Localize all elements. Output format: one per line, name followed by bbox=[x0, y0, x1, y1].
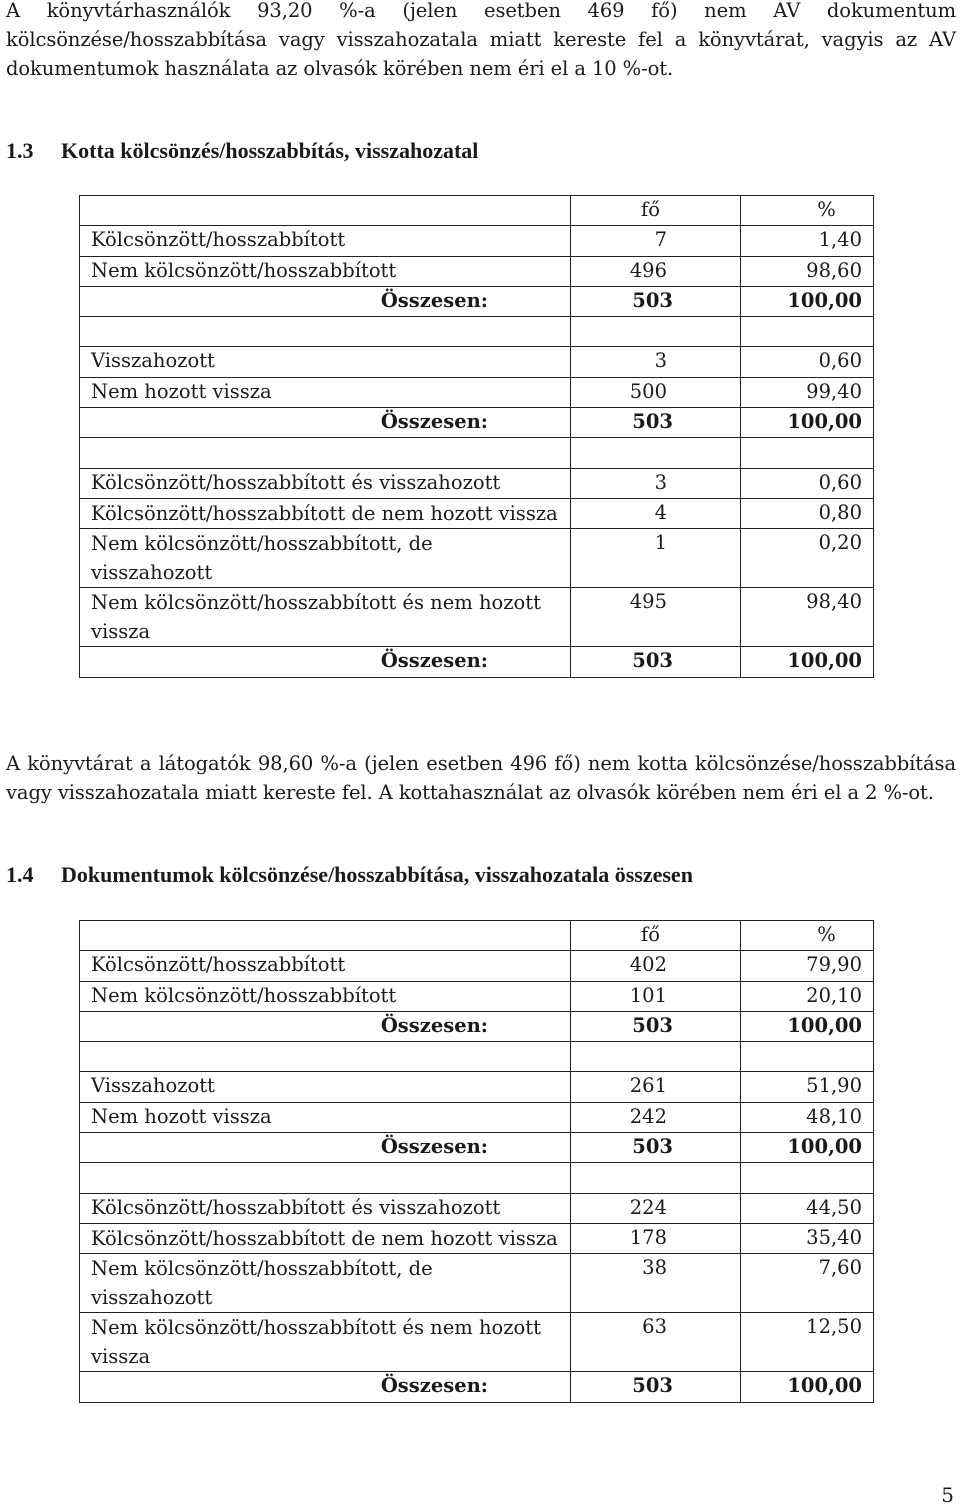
total-pct: 100,00 bbox=[741, 408, 874, 438]
intro-paragraph bbox=[6, 0, 956, 83]
total-row bbox=[80, 1011, 874, 1041]
total-label: Összesen: bbox=[80, 647, 571, 677]
total-pct: 100,00 bbox=[741, 1133, 874, 1163]
table-row bbox=[80, 256, 874, 286]
row-fo: 3 bbox=[571, 347, 741, 377]
row-fo: 7 bbox=[571, 226, 741, 256]
intro-line: dokumentumok használata az olvasók körében nem éri el a 10 %-ot. bbox=[6, 57, 674, 80]
row-pct: 1,40 bbox=[741, 226, 874, 256]
middle-line: A könyvtárat a látogatók 98,60 %-a (jelen esetben 496 fő) nem kotta kölcsönzése/hosszabbítása bbox=[6, 752, 956, 775]
row-pct: 44,50 bbox=[741, 1193, 874, 1223]
row-pct: 0,60 bbox=[741, 347, 874, 377]
section-title: Dokumentumok kölcsönzése/hosszabbítása, visszahozatala összesen bbox=[61, 862, 693, 887]
table-row bbox=[80, 1193, 874, 1223]
row-pct: 0,60 bbox=[741, 468, 874, 498]
total-label: Összesen: bbox=[80, 1133, 571, 1163]
row-fo: 63 bbox=[571, 1313, 741, 1372]
row-label: Visszahozott bbox=[80, 1072, 571, 1102]
row-fo: 3 bbox=[571, 468, 741, 498]
middle-line: vagy visszahozatala miatt kereste fel. A kottahasználat az olvasók körében nem éri el a 2 %-ot. bbox=[6, 781, 934, 804]
total-label: Összesen: bbox=[80, 1011, 571, 1041]
blank-row bbox=[80, 1042, 874, 1072]
table-row bbox=[80, 226, 874, 256]
row-fo: 1 bbox=[571, 529, 741, 588]
row-label: Visszahozott bbox=[80, 347, 571, 377]
row-label: Kölcsönzött/hosszabbított de nem hozott vissza bbox=[80, 1223, 571, 1253]
total-fo: 503 bbox=[571, 1133, 741, 1163]
blank-row bbox=[80, 438, 874, 468]
table-row bbox=[80, 1102, 874, 1132]
header-pct: % bbox=[741, 196, 874, 226]
table-row bbox=[80, 1254, 874, 1313]
row-label: Nem kölcsönzött/hosszabbított, de visszahozott bbox=[80, 1254, 571, 1313]
row-label: Nem hozott vissza bbox=[80, 1102, 571, 1132]
kotta-table bbox=[79, 195, 874, 678]
section-number: 1.4 bbox=[6, 862, 34, 887]
row-pct: 51,90 bbox=[741, 1072, 874, 1102]
row-label: Nem kölcsönzött/hosszabbított és nem hozott vissza bbox=[80, 1313, 571, 1372]
header-empty-cell bbox=[80, 921, 571, 951]
total-pct: 100,00 bbox=[741, 1011, 874, 1041]
row-pct: 79,90 bbox=[741, 951, 874, 981]
row-pct: 20,10 bbox=[741, 981, 874, 1011]
table-header-row bbox=[80, 921, 874, 951]
total-pct: 100,00 bbox=[741, 286, 874, 316]
table-row bbox=[80, 1313, 874, 1372]
table-row bbox=[80, 1223, 874, 1253]
table-row bbox=[80, 377, 874, 407]
table-row bbox=[80, 468, 874, 498]
total-fo: 503 bbox=[571, 1011, 741, 1041]
total-row bbox=[80, 408, 874, 438]
table-row bbox=[80, 529, 874, 588]
section-heading-1-4 bbox=[6, 862, 693, 888]
row-label: Kölcsönzött/hosszabbított de nem hozott vissza bbox=[80, 498, 571, 528]
table-row bbox=[80, 347, 874, 377]
total-fo: 503 bbox=[571, 1372, 741, 1402]
row-fo: 402 bbox=[571, 951, 741, 981]
header-pct: % bbox=[741, 921, 874, 951]
total-fo: 503 bbox=[571, 647, 741, 677]
total-row bbox=[80, 286, 874, 316]
row-pct: 12,50 bbox=[741, 1313, 874, 1372]
row-label: Kölcsönzött/hosszabbított bbox=[80, 226, 571, 256]
middle-paragraph bbox=[6, 749, 956, 807]
row-fo: 4 bbox=[571, 498, 741, 528]
total-pct: 100,00 bbox=[741, 1372, 874, 1402]
row-pct: 0,20 bbox=[741, 529, 874, 588]
total-row bbox=[80, 1133, 874, 1163]
row-label: Nem hozott vissza bbox=[80, 377, 571, 407]
section-heading-1-3 bbox=[6, 138, 478, 164]
row-fo: 495 bbox=[571, 588, 741, 647]
page-number: 5 bbox=[941, 1483, 954, 1507]
row-label: Nem kölcsönzött/hosszabbított és nem hozott vissza bbox=[80, 588, 571, 647]
row-fo: 242 bbox=[571, 1102, 741, 1132]
header-fo: fő bbox=[571, 921, 741, 951]
intro-line: kölcsönzése/hosszabbítása vagy visszahozatala miatt kereste fel a könyvtárat, vagyis az AV bbox=[6, 28, 956, 51]
total-fo: 503 bbox=[571, 408, 741, 438]
table-row bbox=[80, 981, 874, 1011]
row-label: Nem kölcsönzött/hosszabbított, de visszahozott bbox=[80, 529, 571, 588]
row-label: Kölcsönzött/hosszabbított és visszahozott bbox=[80, 468, 571, 498]
row-fo: 500 bbox=[571, 377, 741, 407]
dokumentumok-table bbox=[79, 920, 874, 1403]
row-label: Nem kölcsönzött/hosszabbított bbox=[80, 256, 571, 286]
row-fo: 101 bbox=[571, 981, 741, 1011]
total-label: Összesen: bbox=[80, 1372, 571, 1402]
row-fo: 224 bbox=[571, 1193, 741, 1223]
total-label: Összesen: bbox=[80, 408, 571, 438]
row-pct: 7,60 bbox=[741, 1254, 874, 1313]
row-label: Nem kölcsönzött/hosszabbított bbox=[80, 981, 571, 1011]
table-row bbox=[80, 951, 874, 981]
table-row bbox=[80, 498, 874, 528]
row-fo: 38 bbox=[571, 1254, 741, 1313]
table-header-row bbox=[80, 196, 874, 226]
total-row bbox=[80, 1372, 874, 1402]
row-label: Kölcsönzött/hosszabbított és visszahozott bbox=[80, 1193, 571, 1223]
row-pct: 0,80 bbox=[741, 498, 874, 528]
table-row bbox=[80, 1072, 874, 1102]
blank-row bbox=[80, 1163, 874, 1193]
row-pct: 98,40 bbox=[741, 588, 874, 647]
total-row bbox=[80, 647, 874, 677]
section-number: 1.3 bbox=[6, 138, 34, 163]
row-pct: 48,10 bbox=[741, 1102, 874, 1132]
row-fo: 178 bbox=[571, 1223, 741, 1253]
row-fo: 261 bbox=[571, 1072, 741, 1102]
intro-line: A könyvtárhasználók 93,20 %-a (jelen esetben 469 fő) nem AV dokumentum bbox=[6, 0, 956, 22]
row-fo: 496 bbox=[571, 256, 741, 286]
row-label: Kölcsönzött/hosszabbított bbox=[80, 951, 571, 981]
row-pct: 99,40 bbox=[741, 377, 874, 407]
table-row bbox=[80, 588, 874, 647]
row-pct: 98,60 bbox=[741, 256, 874, 286]
header-empty-cell bbox=[80, 196, 571, 226]
header-fo: fő bbox=[571, 196, 741, 226]
total-label: Összesen: bbox=[80, 286, 571, 316]
blank-row bbox=[80, 317, 874, 347]
section-title: Kotta kölcsönzés/hosszabbítás, visszahozatal bbox=[61, 138, 479, 163]
total-fo: 503 bbox=[571, 286, 741, 316]
total-pct: 100,00 bbox=[741, 647, 874, 677]
row-pct: 35,40 bbox=[741, 1223, 874, 1253]
